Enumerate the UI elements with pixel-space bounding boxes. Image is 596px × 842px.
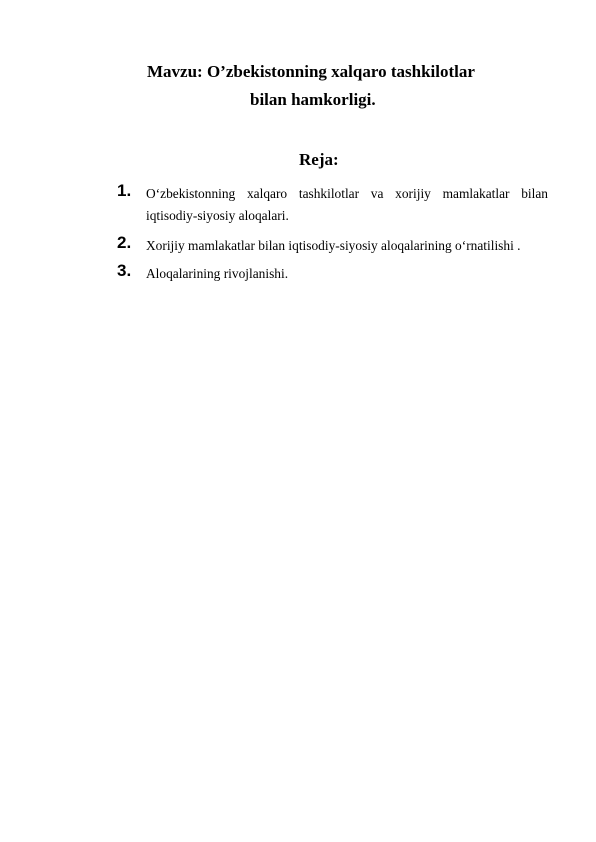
plan-item-number: 1.	[117, 181, 132, 200]
plan-item-text: Aloqalarining rivojlanishi.	[146, 266, 289, 281]
document-title-line-1: Mavzu: O’zbekistonning xalqaro tashkilotlar	[147, 62, 475, 81]
plan-item-text: Xorijiy mamlakatlar bilan iqtisodiy-siyosiy aloqalarining o‘rnatilishi .	[146, 238, 521, 253]
plan-item-number: 2.	[117, 233, 132, 252]
plan-item-text: O‘zbekistonning xalqaro tashkilotlar va xorijiy mamlakatlar bilan iqtisodiy-siyosiy aloqalari.	[146, 186, 548, 223]
document-title-line-2: bilan hamkorligi.	[250, 90, 376, 109]
plan-heading: Reja:	[299, 150, 339, 169]
plan-item-number: 3.	[117, 261, 132, 280]
